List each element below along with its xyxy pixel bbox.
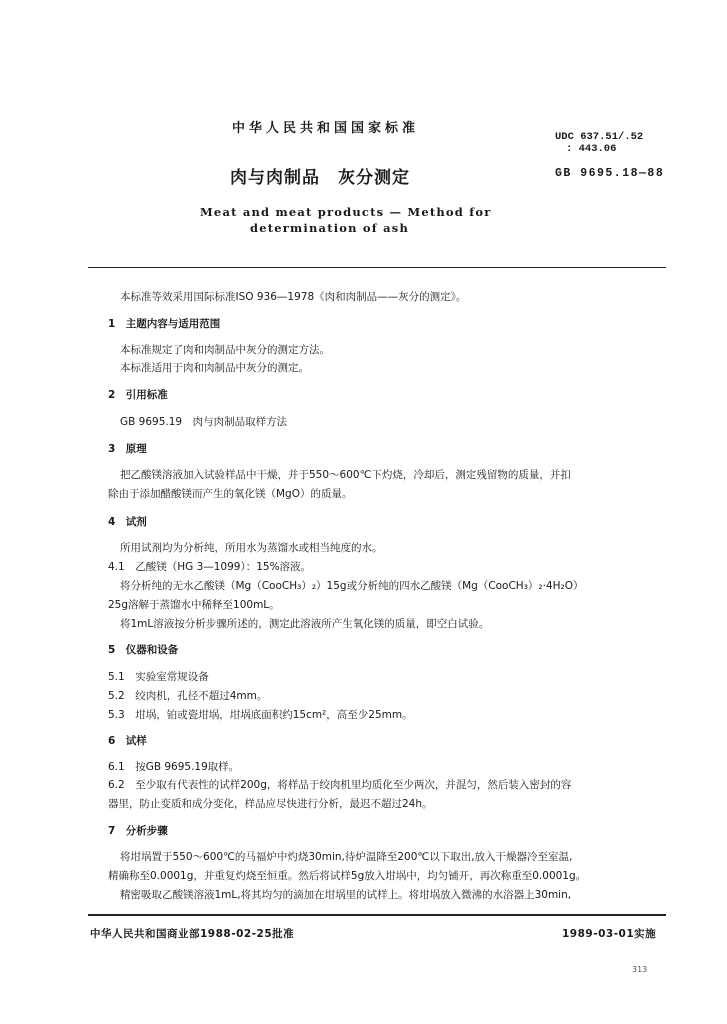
section-7-heading: 7 分析步骤 — [108, 825, 168, 837]
section-3-para-line-1: 把乙酸镁溶液加入试验样品中干燥，并于550～600℃下灼烧，冷却后，测定残留物的质量，并扣 — [120, 469, 571, 481]
clause-6-2-line-1: 6.2 至少取有代表性的试样200g，将样品于绞肉机里均质化至少两次，并混匀，然后装入密封的容 — [108, 779, 572, 791]
section-7-line-1: 将坩埚置于550～600℃的马福炉中灼烧30min,待炉温降至200℃以下取出,放入干燥器冷至室温, — [120, 851, 573, 863]
section-4-para-1: 所用试剂均为分析纯，所用水为蒸馏水或相当纯度的水。 — [120, 542, 383, 554]
clause-4-1-line-3: 将1mL溶液按分析步骤所述的，测定此溶液所产生氧化镁的质量，即空白试验。 — [120, 618, 490, 630]
section-1-para-1: 本标准规定了肉和肉制品中灰分的测定方法。 — [120, 344, 330, 356]
section-5-heading: 5 仪器和设备 — [108, 644, 179, 656]
section-7-line-2: 精确称至0.0001g，并重复灼烧至恒重。然后将试样5g放入坩埚中，均匀铺开，再次称重至0.0001g。 — [108, 870, 587, 882]
section-1-para-2: 本标准适用于肉和肉制品中灰分的测定。 — [120, 362, 309, 374]
section-2-heading: 2 引用标准 — [108, 389, 168, 401]
intro-paragraph: 本标准等效采用国际标准ISO 936—1978《肉和肉制品——灰分的测定》。 — [120, 291, 467, 303]
clause-4-1-line-2: 25g溶解于蒸馏水中稀释至100mL。 — [108, 599, 280, 611]
clause-5-2: 5.2 绞肉机，孔径不超过4mm。 — [108, 690, 268, 702]
clause-6-2-line-2: 器里，防止变质和成分变化，样品应尽快进行分析，最迟不超过24h。 — [108, 798, 433, 810]
clause-6-1: 6.1 按GB 9695.19取样。 — [108, 761, 240, 773]
section-2-para-1: GB 9695.19 肉与肉制品取样方法 — [120, 416, 288, 428]
header-rule — [88, 267, 666, 268]
udc-code-line2: : 443.06 — [566, 143, 617, 155]
section-1-heading: 1 主题内容与适用范围 — [108, 318, 221, 330]
document-title: 肉与肉制品 灰分测定 — [230, 168, 410, 188]
page-number: 313 — [632, 965, 648, 974]
english-title-line2: determination of ash — [250, 221, 410, 235]
implementation-date: 1989-03-01实施 — [562, 928, 657, 940]
clause-5-1: 5.1 实验室常规设备 — [108, 671, 209, 683]
clause-4-1: 4.1 乙酸镁（HG 3—1099）：15%溶液。 — [108, 561, 312, 573]
section-3-para-line-2: 除由于添加醋酸镁而产生的氧化镁（MgO）的质量。 — [108, 488, 353, 500]
clause-4-1-line-1: 将分析纯的无水乙酸镁（Mg（CooCH₃）₂）15g或分析纯的四水乙酸镁（Mg（CooCH₃）₂·4H₂O） — [120, 580, 584, 592]
section-4-heading: 4 试剂 — [108, 516, 147, 528]
approval-line: 中华人民共和国商业部1988-02-25批准 — [90, 928, 295, 940]
english-title-line1: Meat and meat products — Method for — [200, 205, 492, 219]
footer-rule — [88, 914, 666, 916]
section-7-line-3: 精密吸取乙酸镁溶液1mL,将其均匀的滴加在坩埚里的试样上。将坩埚放入微沸的水浴器上30min, — [120, 889, 572, 901]
issuing-body: 中华人民共和国国家标准 — [232, 121, 420, 136]
udc-code-line1: UDC 637.51/.52 — [555, 131, 644, 143]
section-3-heading: 3 原理 — [108, 443, 147, 455]
section-6-heading: 6 试样 — [108, 735, 147, 747]
clause-5-3: 5.3 坩埚，铂或瓷坩埚，坩埚底面积约15cm²，高至少25mm。 — [108, 709, 413, 721]
standard-number: GB 9695.18—88 — [555, 167, 665, 180]
